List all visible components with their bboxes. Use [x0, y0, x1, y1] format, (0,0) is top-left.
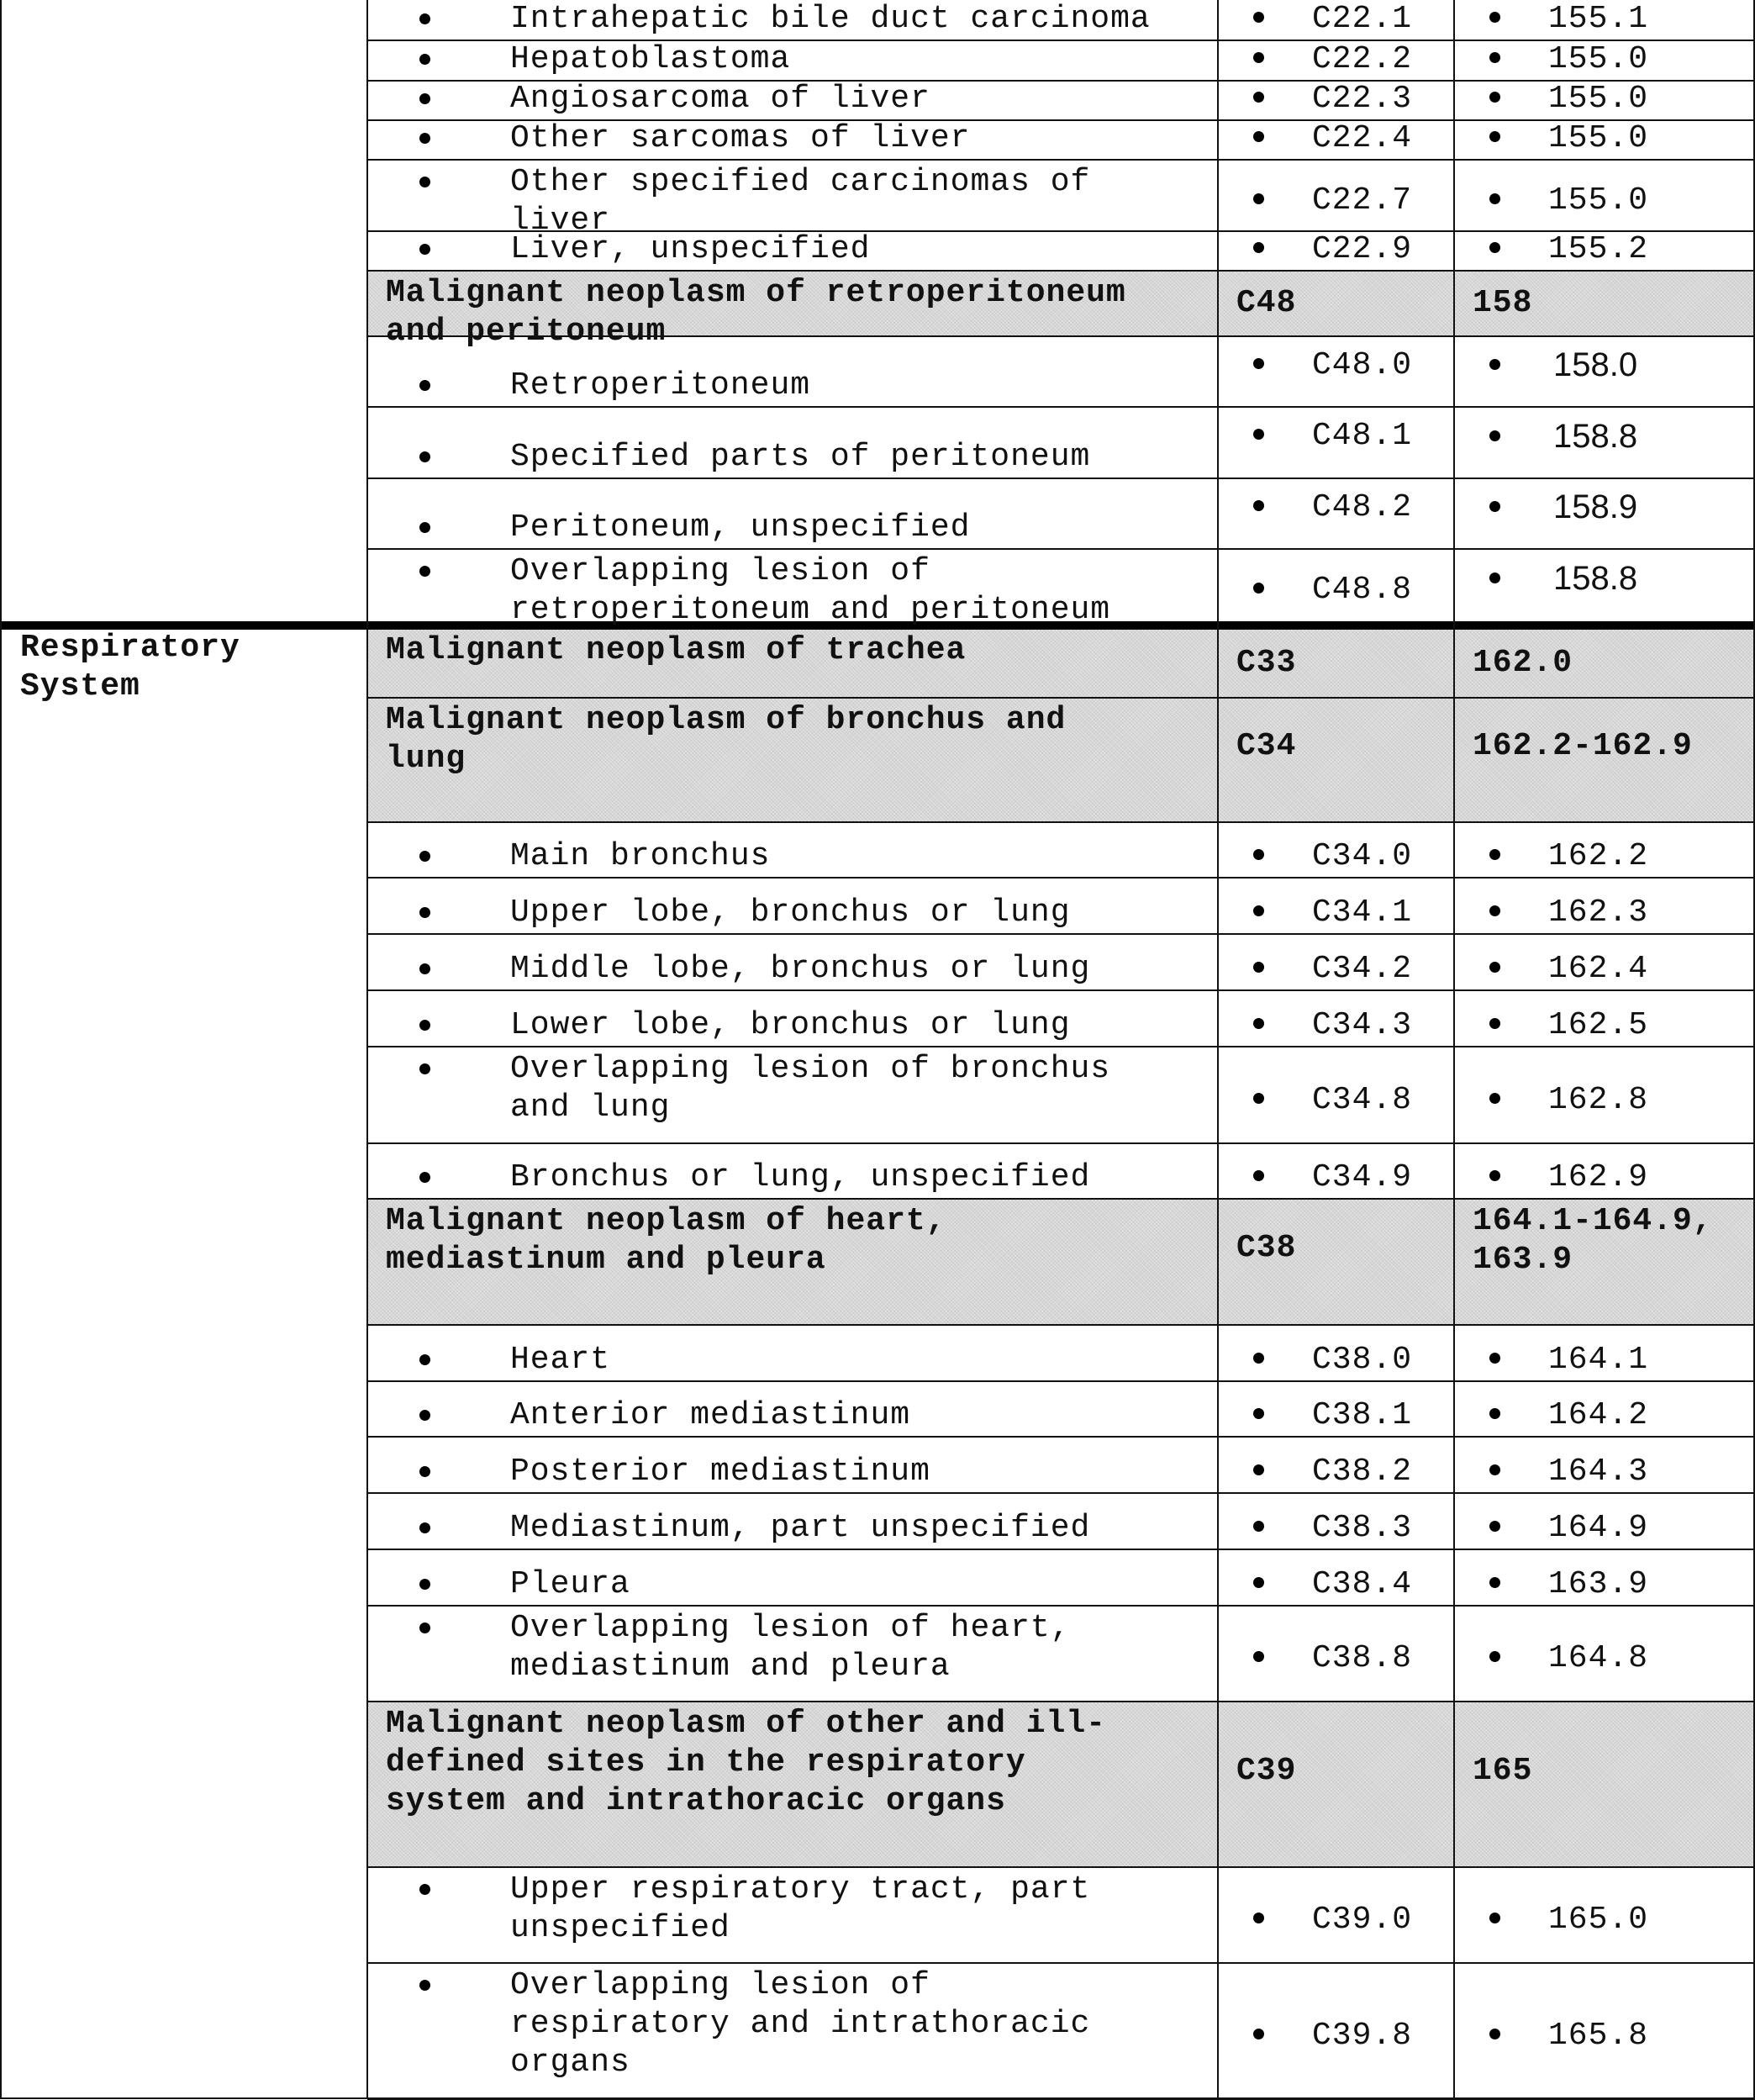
- row-divider: [367, 1198, 1755, 1200]
- icd10-code: C39.0: [1312, 1902, 1413, 1938]
- subsite-label: Mediastinum, part unspecified: [510, 1510, 1091, 1546]
- icd10-code: C48: [1236, 285, 1297, 321]
- icd10-code: C34.2: [1312, 951, 1413, 987]
- bullet-icon: [1489, 242, 1500, 253]
- bullet-icon: [1489, 1577, 1500, 1588]
- bullet-icon: [1253, 1353, 1264, 1364]
- bullet-icon: [1489, 905, 1500, 916]
- bullet-icon: [1489, 1093, 1500, 1104]
- subsite-label: Angiosarcoma of liver: [510, 81, 930, 117]
- icd9-code: 164.8: [1548, 1640, 1649, 1676]
- bullet-icon: [1489, 501, 1500, 512]
- icd10-code: C22.2: [1312, 41, 1413, 77]
- subsite-label: Bronchus or lung, unspecified: [510, 1159, 1091, 1195]
- icd10-code: C48.1: [1312, 418, 1413, 454]
- bullet-icon: [419, 1622, 430, 1633]
- row-divider: [367, 548, 1755, 550]
- bullet-icon: [1253, 1464, 1264, 1475]
- icd10-code: C39.8: [1312, 2018, 1413, 2054]
- icd9-code: 162.8: [1548, 1081, 1649, 1118]
- icd9-code: 163.9: [1548, 1566, 1649, 1602]
- subsite-label: Hepatoblastoma: [510, 41, 791, 77]
- bullet-icon: [1253, 358, 1264, 369]
- column-divider: [366, 0, 368, 2099]
- bullet-icon: [1489, 849, 1500, 860]
- bullet-icon: [1489, 12, 1500, 23]
- subsite-label: Overlapping lesion of bronchus and lung: [510, 1051, 1111, 1126]
- bullet-icon: [419, 1354, 430, 1365]
- icd10-code: C38.0: [1312, 1342, 1413, 1378]
- bullet-icon: [419, 1410, 430, 1421]
- bullet-icon: [1253, 1018, 1264, 1029]
- row-divider: [367, 270, 1755, 272]
- row-divider: [367, 406, 1755, 408]
- icd9-code: 162.9: [1548, 1159, 1649, 1195]
- bullet-icon: [419, 244, 430, 255]
- subsite-label: Anterior mediastinum: [510, 1397, 911, 1433]
- bullet-icon: [1489, 962, 1500, 973]
- bullet-icon: [419, 1579, 430, 1590]
- bullet-icon: [1489, 572, 1500, 583]
- icd9-code: 155.0: [1548, 182, 1649, 219]
- subsite-label: Pleura: [510, 1566, 630, 1602]
- bullet-icon: [419, 54, 430, 65]
- icd9-code: 158.8: [1553, 417, 1638, 455]
- bullet-icon: [1489, 1408, 1500, 1419]
- bullet-icon: [1253, 1577, 1264, 1588]
- row-divider: [367, 989, 1755, 991]
- bullet-icon: [1489, 1170, 1500, 1181]
- column-divider: [0, 0, 2, 2099]
- icd10-code: C34: [1236, 728, 1297, 764]
- subsite-label: Lower lobe, bronchus or lung: [510, 1007, 1071, 1043]
- icd10-code: C38: [1236, 1230, 1297, 1266]
- subsite-label: Liver, unspecified: [510, 231, 871, 267]
- subsite-label: Peritoneum, unspecified: [510, 509, 971, 546]
- bullet-icon: [1489, 131, 1500, 142]
- icd10-code: C48.2: [1312, 489, 1413, 525]
- bullet-icon: [419, 1172, 430, 1183]
- subsite-label: Posterior mediastinum: [510, 1454, 930, 1490]
- row-divider: [367, 1701, 1755, 1702]
- row-divider: [367, 1142, 1755, 1144]
- subsite-label: Main bronchus: [510, 838, 771, 874]
- icd10-code: C34.1: [1312, 894, 1413, 931]
- icd10-code: C22.3: [1312, 81, 1413, 117]
- icd9-code: 158.9: [1553, 488, 1638, 525]
- bullet-icon: [419, 566, 430, 577]
- category-heading: Malignant neoplasm of retroperitoneum and peritoneum: [386, 275, 1126, 350]
- row-divider: [367, 1046, 1755, 1047]
- subsite-label: Heart: [510, 1342, 611, 1378]
- bullet-icon: [1489, 359, 1500, 370]
- row-divider: [367, 821, 1755, 823]
- subsite-label: Overlapping lesion of heart, mediastinum and pleura: [510, 1610, 1071, 1685]
- row-divider: [367, 159, 1755, 161]
- icd9-code: 162.3: [1548, 894, 1649, 931]
- icd9-code: 155.0: [1548, 41, 1649, 77]
- bullet-icon: [419, 907, 430, 918]
- icd9-code: 155.1: [1548, 1, 1649, 37]
- bullet-icon: [1489, 193, 1500, 204]
- bullet-icon: [1253, 2029, 1264, 2039]
- icd9-code: 165.8: [1548, 2018, 1649, 2054]
- bullet-icon: [419, 1980, 430, 1991]
- icd9-code: 165.0: [1548, 1902, 1649, 1938]
- bullet-icon: [419, 1063, 430, 1074]
- bullet-icon: [1253, 500, 1264, 511]
- icd9-code: 164.2: [1548, 1397, 1649, 1433]
- bullet-icon: [419, 1522, 430, 1533]
- subsite-label: Intrahepatic bile duct carcinoma: [510, 1, 1151, 37]
- row-divider: [367, 1549, 1755, 1550]
- row-divider: [367, 1324, 1755, 1326]
- icd10-code: C33: [1236, 644, 1297, 681]
- icd10-code: C34.8: [1312, 1081, 1413, 1118]
- icd10-code: C22.4: [1312, 120, 1413, 156]
- icd10-code: C22.1: [1312, 1, 1413, 37]
- icd9-code: 155.0: [1548, 120, 1649, 156]
- row-divider: [367, 933, 1755, 935]
- icd9-code: 162.2: [1548, 838, 1649, 874]
- bullet-icon: [419, 133, 430, 144]
- row-divider: [367, 697, 1755, 699]
- bullet-icon: [1489, 1521, 1500, 1532]
- bullet-icon: [419, 1020, 430, 1031]
- bullet-icon: [1253, 242, 1264, 253]
- row-divider: [367, 877, 1755, 879]
- subsite-label: Middle lobe, bronchus or lung: [510, 951, 1091, 987]
- bullet-icon: [1489, 1464, 1500, 1475]
- icd10-code: C38.3: [1312, 1510, 1413, 1546]
- subsite-label: Retroperitoneum: [510, 367, 811, 404]
- icd10-code: C48.8: [1312, 572, 1413, 608]
- bullet-icon: [419, 963, 430, 974]
- bullet-icon: [419, 522, 430, 533]
- row-divider: [367, 1962, 1755, 1964]
- icd10-code: C22.7: [1312, 182, 1413, 219]
- row-divider: [367, 1605, 1755, 1607]
- subsite-label: Upper lobe, bronchus or lung: [510, 894, 1071, 931]
- icd9-code: 155.2: [1548, 231, 1649, 267]
- icd9-code: 158.0: [1553, 346, 1638, 383]
- bullet-icon: [1253, 1651, 1264, 1662]
- icd9-code: 158.8: [1553, 560, 1638, 597]
- icd10-code: C38.8: [1312, 1640, 1413, 1676]
- icd10-code: C39: [1236, 1752, 1297, 1789]
- bullet-icon: [1489, 52, 1500, 63]
- icd10-code: C48.0: [1312, 347, 1413, 383]
- icd9-code: 162.2-162.9: [1473, 728, 1693, 764]
- icd9-code: 164.1-164.9, 163.9: [1473, 1203, 1713, 1278]
- category-heading: Malignant neoplasm of heart, mediastinum and pleura: [386, 1203, 946, 1278]
- bullet-icon: [419, 451, 430, 462]
- icd9-code: 164.3: [1548, 1454, 1649, 1490]
- icd9-code: 164.9: [1548, 1510, 1649, 1546]
- subsite-label: Specified parts of peritoneum: [510, 439, 1091, 475]
- bullet-icon: [419, 851, 430, 862]
- icd10-code: C38.2: [1312, 1454, 1413, 1490]
- bullet-icon: [419, 93, 430, 104]
- row-divider: [367, 478, 1755, 479]
- icd10-code: C38.4: [1312, 1566, 1413, 1602]
- icd9-code: 155.0: [1548, 81, 1649, 117]
- icd9-code: 165: [1473, 1752, 1533, 1789]
- bullet-icon: [1253, 849, 1264, 860]
- bullet-icon: [1253, 1521, 1264, 1532]
- bullet-icon: [1489, 1913, 1500, 1923]
- bullet-icon: [419, 1884, 430, 1895]
- icd10-code: C38.1: [1312, 1397, 1413, 1433]
- bullet-icon: [1253, 429, 1264, 440]
- bullet-icon: [1253, 1913, 1264, 1923]
- row-divider: [367, 1492, 1755, 1494]
- bullet-icon: [1253, 583, 1264, 594]
- subsite-label: Upper respiratory tract, part unspecified: [510, 1871, 1091, 1946]
- category-heading: Malignant neoplasm of bronchus and lung: [386, 702, 1067, 777]
- bullet-icon: [1253, 1408, 1264, 1419]
- bullet-icon: [1253, 962, 1264, 973]
- subsite-label: Other specified carcinomas of liver: [510, 164, 1091, 239]
- icd9-code: 162.0: [1473, 644, 1573, 681]
- column-divider: [1217, 0, 1219, 2099]
- bullet-icon: [1489, 430, 1500, 441]
- icd10-code: C34.0: [1312, 838, 1413, 874]
- bullet-icon: [1489, 1651, 1500, 1662]
- bullet-icon: [419, 13, 430, 24]
- bullet-icon: [419, 177, 430, 187]
- bullet-icon: [1253, 193, 1264, 204]
- bullet-icon: [1489, 1018, 1500, 1029]
- bullet-icon: [419, 1466, 430, 1477]
- icd9-code: 164.1: [1548, 1342, 1649, 1378]
- icd10-code: C34.3: [1312, 1007, 1413, 1043]
- bullet-icon: [1489, 1353, 1500, 1364]
- bullet-icon: [1489, 92, 1500, 103]
- subsite-label: Other sarcomas of liver: [510, 120, 971, 156]
- row-divider: [367, 1380, 1755, 1382]
- bullet-icon: [1253, 905, 1264, 916]
- icd9-code: 162.4: [1548, 951, 1649, 987]
- icd10-code: C22.9: [1312, 231, 1413, 267]
- subsite-label: Overlapping lesion of respiratory and intrathoracic organs: [510, 1967, 1091, 2081]
- icd10-code: C34.9: [1312, 1159, 1413, 1195]
- bullet-icon: [1253, 92, 1264, 103]
- row-divider: [367, 1436, 1755, 1438]
- bullet-icon: [419, 380, 430, 391]
- bullet-icon: [1253, 1093, 1264, 1104]
- row-divider: [367, 1866, 1755, 1868]
- bullet-icon: [1253, 1170, 1264, 1181]
- icd9-code: 162.5: [1548, 1007, 1649, 1043]
- icd9-code: 158: [1473, 285, 1533, 321]
- bullet-icon: [1253, 131, 1264, 142]
- category-heading: Malignant neoplasm of other and ill- defined sites in the respiratory system and intrathoracic organs: [386, 1706, 1106, 1819]
- bullet-icon: [1253, 52, 1264, 63]
- bullet-icon: [1489, 2029, 1500, 2039]
- section-label: Respiratory System: [20, 630, 240, 704]
- subsite-label: Overlapping lesion of retroperitoneum and peritoneum: [510, 553, 1111, 628]
- column-divider: [1453, 0, 1455, 2099]
- bullet-icon: [1253, 12, 1264, 23]
- category-heading: Malignant neoplasm of trachea: [386, 632, 967, 668]
